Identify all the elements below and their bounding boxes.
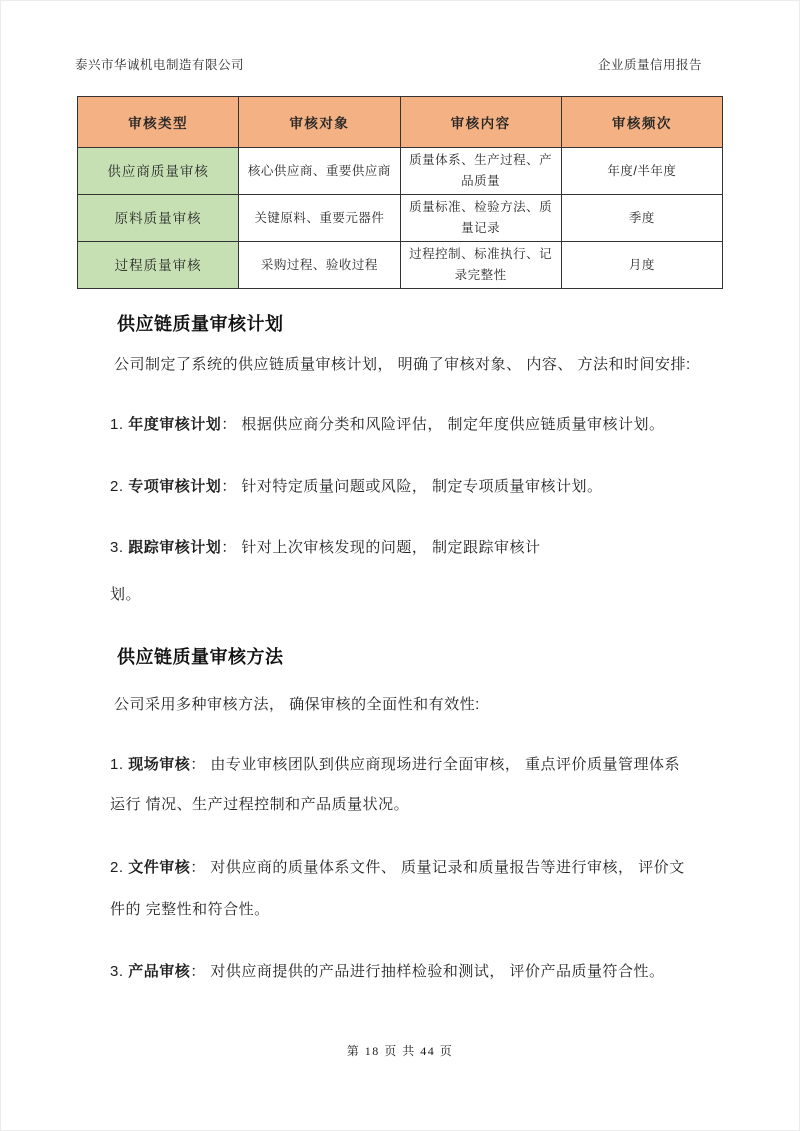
item-number: 2. bbox=[110, 478, 124, 495]
cell-audit-type: 过程质量审核 bbox=[78, 242, 239, 289]
cell-audit-target: 关键原料、重要元器件 bbox=[239, 195, 400, 242]
cell-audit-content: 过程控制、标准执行、记录完整性 bbox=[400, 242, 561, 289]
item-text: ： 针对特定质量问题或风险， 制定专项质量审核计划。 bbox=[221, 478, 603, 495]
item-text: ： 由专业审核团队到供应商现场进行全面审核， 重点评价质量管理体系 bbox=[190, 756, 681, 773]
report-title: 企业质量信用报告 bbox=[597, 58, 702, 72]
item-label: 现场审核 bbox=[128, 756, 191, 773]
table-row bbox=[78, 148, 723, 195]
item-text: ： 对供应商提供的产品进行抽样检验和测试， 评价产品质量符合性。 bbox=[190, 963, 665, 980]
item-text: ： 对供应商的质量体系文件、 质量记录和质量报告等进行审核， 评价文 bbox=[190, 859, 685, 876]
method-list-item-3 bbox=[110, 961, 722, 983]
cell-audit-type: 供应商质量审核 bbox=[78, 148, 239, 195]
header-cell-content: 审核内容 bbox=[400, 97, 561, 148]
item-continuation: 件的 完整性和符合性。 bbox=[110, 901, 270, 918]
cell-audit-target: 核心供应商、重要供应商 bbox=[239, 148, 400, 195]
item-label: 文件审核 bbox=[128, 859, 191, 876]
item-number: 3. bbox=[110, 539, 124, 556]
header-cell-type: 审核类型 bbox=[78, 97, 239, 148]
cell-audit-frequency: 季度 bbox=[561, 195, 722, 242]
cell-audit-content: 质量标准、检验方法、质量记录 bbox=[400, 195, 561, 242]
table-header-row bbox=[78, 97, 723, 148]
method-list-item-2 bbox=[110, 857, 722, 921]
plan-list-item-2 bbox=[110, 476, 722, 498]
company-name: 泰兴市华诚机电制造有限公司 bbox=[75, 58, 245, 72]
item-text: ： 根据供应商分类和风险评估， 制定年度供应链质量审核计划。 bbox=[221, 416, 665, 433]
cell-audit-content: 质量体系、生产过程、产品质量 bbox=[400, 148, 561, 195]
item-label: 专项审核计划 bbox=[128, 478, 222, 495]
doc-header bbox=[0, 0, 800, 75]
item-label: 产品审核 bbox=[128, 963, 191, 980]
item-number: 1. bbox=[110, 416, 124, 433]
page-number-footer: 第 18 页 共 44 页 bbox=[346, 1044, 454, 1058]
section-title-method: 供应链质量审核方法 bbox=[117, 647, 284, 667]
table-row bbox=[78, 195, 723, 242]
item-label: 跟踪审核计划 bbox=[128, 539, 222, 556]
section-title-plan: 供应链质量审核计划 bbox=[117, 314, 284, 334]
cell-audit-frequency: 年度/半年度 bbox=[561, 148, 722, 195]
audit-table-head bbox=[78, 97, 723, 148]
header-cell-target: 审核对象 bbox=[239, 97, 400, 148]
plan-list-item-3 bbox=[110, 537, 722, 606]
method-intro-paragraph: 公司采用多种审核方法， 确保审核的全面性和有效性: bbox=[114, 696, 480, 713]
item-number: 3. bbox=[110, 963, 124, 980]
plan-intro-paragraph: 公司制定了系统的供应链质量审核计划， 明确了审核对象、 内容、 方法和时间安排: bbox=[114, 356, 691, 373]
header-cell-frequency: 审核频次 bbox=[561, 97, 722, 148]
item-continuation: 运行 情况、生产过程控制和产品质量状况。 bbox=[110, 796, 410, 813]
item-number: 1. bbox=[110, 756, 124, 773]
item-text: ： 针对上次审核发现的问题， 制定跟踪审核计 bbox=[221, 539, 541, 556]
cell-audit-type: 原料质量审核 bbox=[78, 195, 239, 242]
plan-list-item-1 bbox=[110, 414, 722, 436]
method-list-item-1 bbox=[110, 754, 722, 816]
table-row bbox=[78, 242, 723, 289]
cell-audit-frequency: 月度 bbox=[561, 242, 722, 289]
item-label: 年度审核计划 bbox=[128, 416, 222, 433]
doc-content bbox=[0, 311, 800, 1062]
item-continuation: 划。 bbox=[110, 586, 142, 603]
audit-table-body bbox=[78, 148, 723, 289]
audit-table bbox=[77, 96, 723, 289]
cell-audit-target: 采购过程、验收过程 bbox=[239, 242, 400, 289]
item-number: 2. bbox=[110, 859, 124, 876]
